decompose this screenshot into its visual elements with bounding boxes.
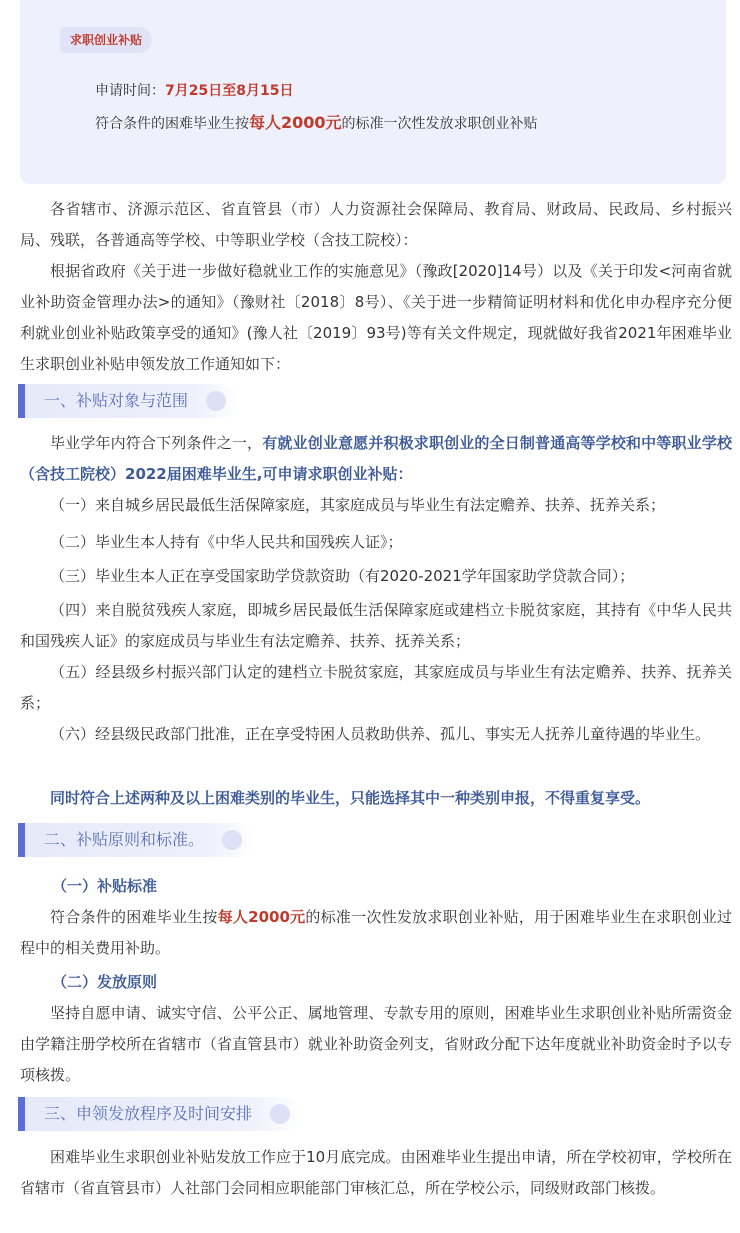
section-title-2: 二、补贴原则和标准。 <box>44 830 205 849</box>
standard-post: 的标准一次性发放求职创业补贴 <box>341 116 538 132</box>
application-time <box>95 80 293 100</box>
subheading-principle: （二）发放原则 <box>52 973 158 991</box>
section-title-3: 三、申领发放程序及时间安排 <box>44 1104 253 1123</box>
condition-item-4: （四）来自脱贫残疾人家庭，即城乡居民最低生活保障家庭或建档立卡脱贫家庭，其持有《中华人民共和国残疾人证》的家庭成员与毕业生有法定赡养、扶养、抚养关系； <box>20 601 732 650</box>
standard-paragraph <box>20 902 732 964</box>
subheading-standard: （一）补贴标准 <box>52 877 158 895</box>
standard-pre: 符合条件的困难毕业生按 <box>95 116 249 132</box>
decorative-dot-icon <box>222 830 242 850</box>
condition-item-2: （二）毕业生本人持有《中华人民共和国残疾人证》； <box>50 533 403 551</box>
principle-paragraph: 坚持自愿申请、诚实守信、公平公正、属地管理、专款专用的原则，困难毕业生求职创业补贴所需资金由学籍注册学校所在省辖市（省直管县市）就业补助资金列支，省财政分配下达年度就业补助资金时予以专项核拨。 <box>20 1004 732 1084</box>
subsidy-standard <box>95 110 538 133</box>
lead-bold: 有就业创业意愿并积极求职创业的全日制普通高等学校和中等职业学校（含技工院校）2022届困难毕业生,可申请求职创业补贴： <box>20 434 732 483</box>
condition-item-5: （五）经县级乡村振兴部门认定的建档立卡脱贫家庭，其家庭成员与毕业生有法定赡养、扶养、抚养关系； <box>20 663 732 712</box>
time-label: 申请时间： <box>95 83 165 99</box>
p1-amount: 每人2000元 <box>217 908 306 926</box>
procedure-paragraph: 困难毕业生求职创业补贴发放工作应于10月底完成。由困难毕业生提出申请，所在学校初审，学校所在省辖市（省直管县市）人社部门会同相应职能部门审核汇总，所在学校公示，同级财政部门核拨。 <box>20 1148 732 1197</box>
section1-note: 同时符合上述两种及以上困难类别的毕业生，只能选择其中一种类别申报，不得重复享受。 <box>50 789 651 807</box>
p1-pre: 符合条件的困难毕业生按 <box>50 908 218 926</box>
section-title-1: 一、补贴对象与范围 <box>44 391 189 410</box>
decorative-dot-icon <box>270 1104 290 1124</box>
intro-basis: 根据省政府《关于进一步做好稳就业工作的实施意见》（豫政[2020]14号）以及《关于印发<河南省就业补助资金管理办法>的通知》（豫财社〔2018〕8号）、《关于进一步精简证明材料和优化申办程序充分便利就业创业补贴政策享受的通知》(豫人社〔2019〕93号)等有关文件规定，现就做好我省2021年困难毕业生求职创业补贴申领发放工作通知如下： <box>20 262 732 373</box>
condition-item-3: （三）毕业生本人正在享受国家助学贷款资助（有2020-2021学年国家助学贷款合同）； <box>50 567 635 585</box>
lead-pre: 毕业学年内符合下列条件之一， <box>50 434 263 452</box>
standard-amount: 每人2000元 <box>249 113 342 132</box>
decorative-dot-icon <box>206 391 226 411</box>
section-heading-3 <box>18 1097 302 1131</box>
condition-item-1: （一）来自城乡居民最低生活保障家庭，其家庭成员与毕业生有法定赡养、扶养、抚养关系； <box>50 496 666 514</box>
summary-tag: 求职创业补贴 <box>60 27 152 53</box>
section1-lead <box>20 428 732 490</box>
intro-addressees: 各省辖市、济源示范区、省直管县（市）人力资源社会保障局、教育局、财政局、民政局、乡村振兴局、残联，各普通高等学校、中等职业学校（含技工院校）： <box>20 200 732 249</box>
p1-post: 的标准一次性发放求职创业补贴，用于困难毕业生在求职创业过程中的相关费用补助。 <box>20 908 732 957</box>
section-heading-2 <box>18 823 254 857</box>
section-heading-1 <box>18 384 238 418</box>
condition-item-6: （六）经县级民政部门批准，正在享受特困人员救助供养、孤儿、事实无人抚养儿童待遇的毕业生。 <box>50 725 711 743</box>
time-value: 7月25日至8月15日 <box>165 83 294 99</box>
summary-box <box>20 0 726 184</box>
